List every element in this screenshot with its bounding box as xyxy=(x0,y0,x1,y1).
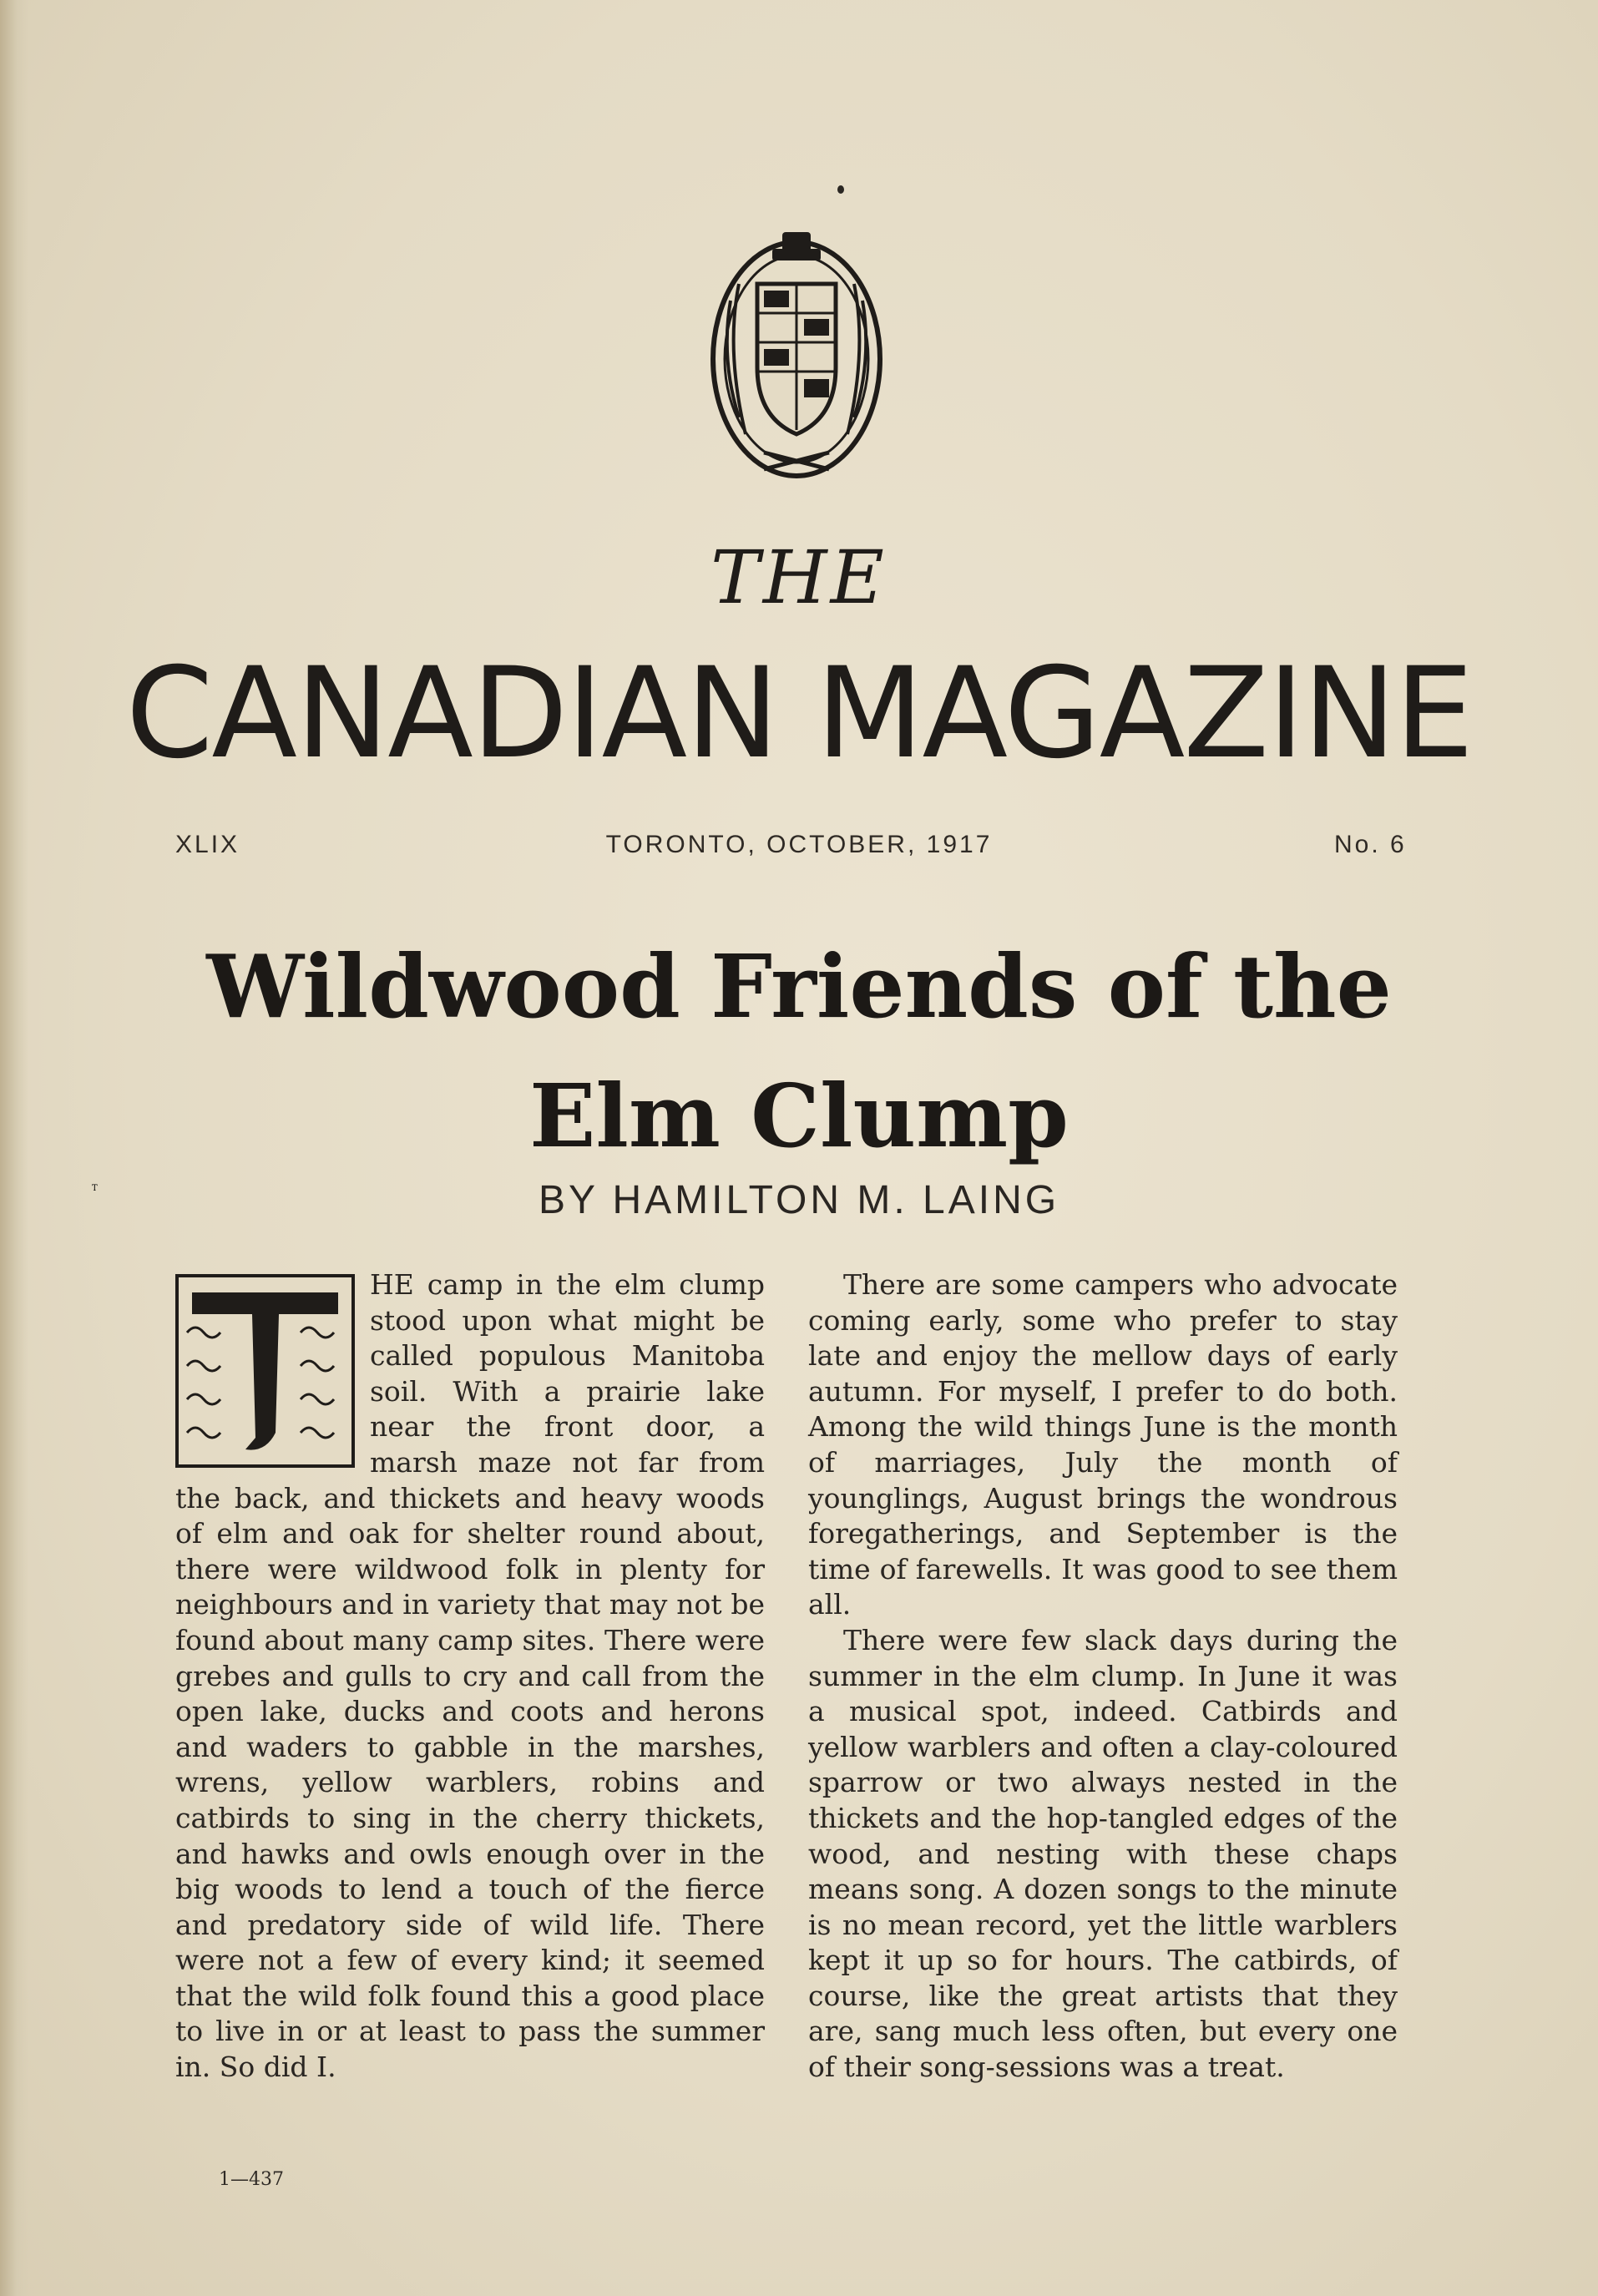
article-paragraph-1: HE camp in the elm clump stood upon what might be called populous Manitoba soil. With a prairie lake near the front door, a marsh maze not far from the back, and thickets and heavy woods of elm and oak for shelter round about, there were wildwood folk in plenty for neighbours and in variety that may not be found about many camp sites. There were grebes and gulls to cry and call from the open lake, ducks and coots and herons and waders to gabble in the marshes, wrens, yellow warblers, robins and catbirds to sing in the cherry thickets, and hawks and owls enough over in the big woods to lend a touch of the fierce and predatory side of wild life. There were not a few of every kind; it seemed that the wild folk found this a good place to live in or at least to pass the summer in. So did I. xyxy=(175,1268,765,2084)
issue-number: No. 6 xyxy=(1334,831,1407,858)
article-byline: BY HAMILTON M. LAING xyxy=(538,1178,1060,1222)
coat-of-arms-crest xyxy=(705,225,887,481)
drop-cap-letter: T xyxy=(92,1184,98,1193)
article-paragraph-3: There were few slack days during the summer in the elm clump. In June it was a musical spot, indeed. Catbirds and yellow warblers and often a clay-coloured sparrow or two always nested in the thickets and the hop-tangled edges of the wood, and nesting with these chaps means song. A dozen songs to the minute is no mean record, yet the little warblers kept it up so for hours. The catbirds, of course, like the great artists that they are, sang much less often, but every one of their song-sessions was a treat. xyxy=(808,1623,1398,2084)
article-column-right xyxy=(808,1267,1398,2086)
article-paragraph-2: There are some campers who advocate coming early, some who prefer to stay late and enjoy the mellow days of early autumn. For myself, I prefer to do both. Among the wild things June is the month of marriages, July the month of younglings, August brings the wondrous foregatherings, and September is the time of farewells. It was good to see them all. xyxy=(808,1268,1398,1621)
volume-number: XLIX xyxy=(175,831,240,858)
page-number: 1—437 xyxy=(219,2169,284,2190)
ink-speck xyxy=(837,185,844,194)
article-title-line-1: Wildwood Friends of the xyxy=(206,935,1392,1038)
drop-cap-initial xyxy=(92,1184,355,1468)
article-title-line-2: Elm Clump xyxy=(529,1065,1069,1167)
magazine-title: CANADIAN MAGAZINE xyxy=(125,641,1473,786)
issue-place-date: TORONTO, OCTOBER, 1917 xyxy=(605,831,993,858)
masthead-the: THE xyxy=(711,534,887,620)
article-column-left xyxy=(92,1184,765,2086)
